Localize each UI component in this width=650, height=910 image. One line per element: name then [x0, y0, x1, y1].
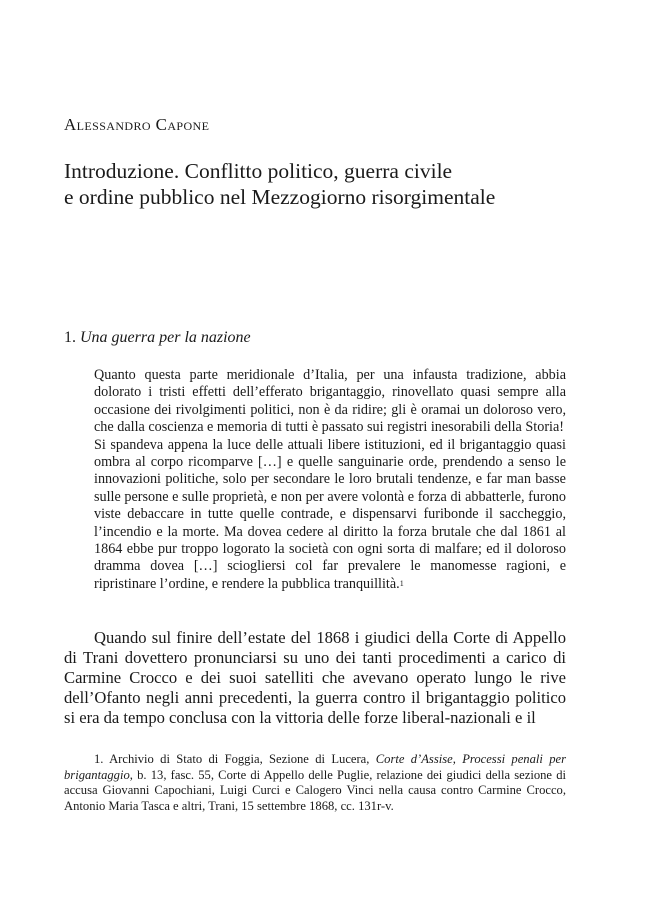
section-heading — [64, 328, 251, 348]
footnote — [64, 752, 566, 814]
chapter-title-line-1: Introduzione. Conflitto politico, guerra civile — [64, 159, 453, 183]
footnote-reference: 1 — [399, 578, 404, 588]
author-name: Alessandro Capone — [64, 115, 210, 134]
chapter-title — [64, 158, 604, 210]
section-title: Una guerra per la nazione — [80, 329, 251, 346]
footnote-rest: , b. 13, fasc. 55, Corte di Appello delle Puglie, relazione dei giudici della sezione di accusa Giovanni Capochiani, Luigi Curci e Calogero Vinci nella causa contro Carmine Crocco, Antonio Maria Tasca e altri, Trani, 15 settembre 1868, cc. 131r-v. — [64, 767, 566, 813]
chapter-title-line-2: e ordine pubblico nel Mezzogiorno risorgimentale — [64, 185, 496, 209]
footnote-series: Corte d’Assise, Processi penali per brigantaggio — [64, 752, 566, 782]
block-quote — [94, 367, 566, 593]
quote-paragraph-1: Quanto questa parte meridionale d’Italia, per una infausta tradizione, abbia dolorato i tristi effetti dell’efferato brigantaggio, rinovellato quasi sempre alla occasione dei rivolgimenti politici, non è da ridire; gli è oramai un doloroso vero, che dalla coscienza e memoria di tutti è passato sui registri inesorabili della Storia! — [94, 367, 566, 436]
quote-paragraph-2 — [94, 437, 566, 594]
quote-paragraph-2-text: Si spandeva appena la luce delle attuali libere istituzioni, ed il brigantaggio quasi ombra al corpo ricomparve […] e quelle sanguinarie orde, prendendo a senso le innovazioni politiche, solo per secondare le loro brutali tendenze, e far man basse sulle persone e sulle proprietà, e non per avere volontà e forza di abbatterle, furono viste debaccare in tutte quelle contrade, e dispensarvi furibonde il saccheggio, l’incendio e la morte. Ma dovea cedere al diritto la forza brutale che dal 1861 al 1864 ebbe pur troppo logorato la società con ogni sorta di malfare; ed il doloroso dramma dovea […] sciogliersi col far prevalere le manomesse ragioni, e ripristinare l’ordine, e rendere la pubblica tranquillità. — [94, 436, 566, 592]
footnote-lead: 1. Archivio di Stato di Foggia, Sezione di Lucera, — [94, 752, 376, 766]
body-paragraph: Quando sul finire dell’estate del 1868 i giudici della Corte di Appello di Trani dovettero pronunciarsi su uno dei tanti procedimenti a carico di Carmine Crocco e dei suoi satelliti che avevano operato lungo le rive dell’Ofanto negli anni precedenti, la guerra contro il brigantaggio politico si era da tempo conclusa con la vittoria delle forze liberal-nazionali e il — [64, 628, 566, 727]
section-number: 1. — [64, 329, 76, 346]
